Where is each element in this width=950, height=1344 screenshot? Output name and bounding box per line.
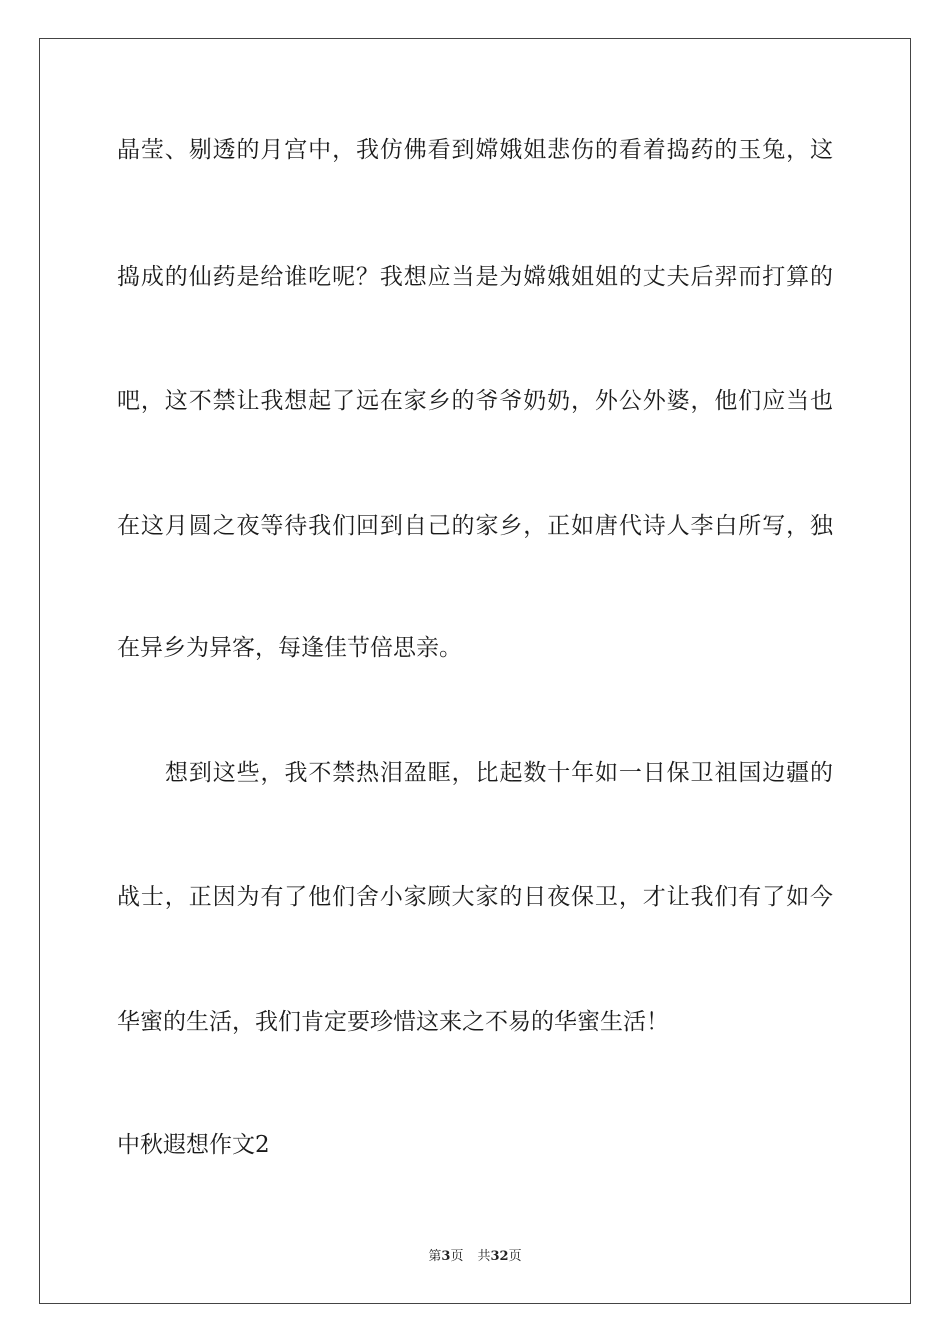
page-current: 3: [441, 1249, 451, 1264]
total-suffix: 页: [508, 1249, 522, 1264]
body-line-8: 华蜜的生活，我们肯定要珍惜这来之不易的华蜜生活！: [117, 1009, 669, 1035]
body-line-6: 想到这些，我不禁热泪盈眶，比起数十年如一日保卫祖国边疆的: [165, 760, 833, 786]
page-footer: [0, 1248, 950, 1266]
body-line-2: 捣成的仙药是给谁吃呢？我想应当是为嫦娥姐姐的丈夫后羿而打算的: [117, 264, 833, 290]
total-prefix: 共: [477, 1249, 491, 1264]
page-suffix: 页: [450, 1249, 464, 1264]
body-line-5: 在异乡为异客，每逢佳节倍思亲。: [117, 635, 462, 661]
page-border: [39, 38, 911, 1304]
page-total: 32: [490, 1249, 509, 1264]
page-prefix: 第: [428, 1249, 442, 1264]
body-line-4: 在这月圆之夜等待我们回到自己的家乡，正如唐代诗人李白所写，独: [117, 513, 833, 539]
body-line-1: 晶莹、剔透的月宫中，我仿佛看到嫦娥姐悲伤的看着捣药的玉兔，这: [117, 137, 833, 163]
body-line-7: 战士，正因为有了他们舍小家顾大家的日夜保卫，才让我们有了如今: [117, 884, 833, 910]
section-heading: 中秋遐想作文2: [117, 1132, 270, 1158]
body-line-3: 吧，这不禁让我想起了远在家乡的爷爷奶奶，外公外婆，他们应当也: [117, 388, 833, 414]
